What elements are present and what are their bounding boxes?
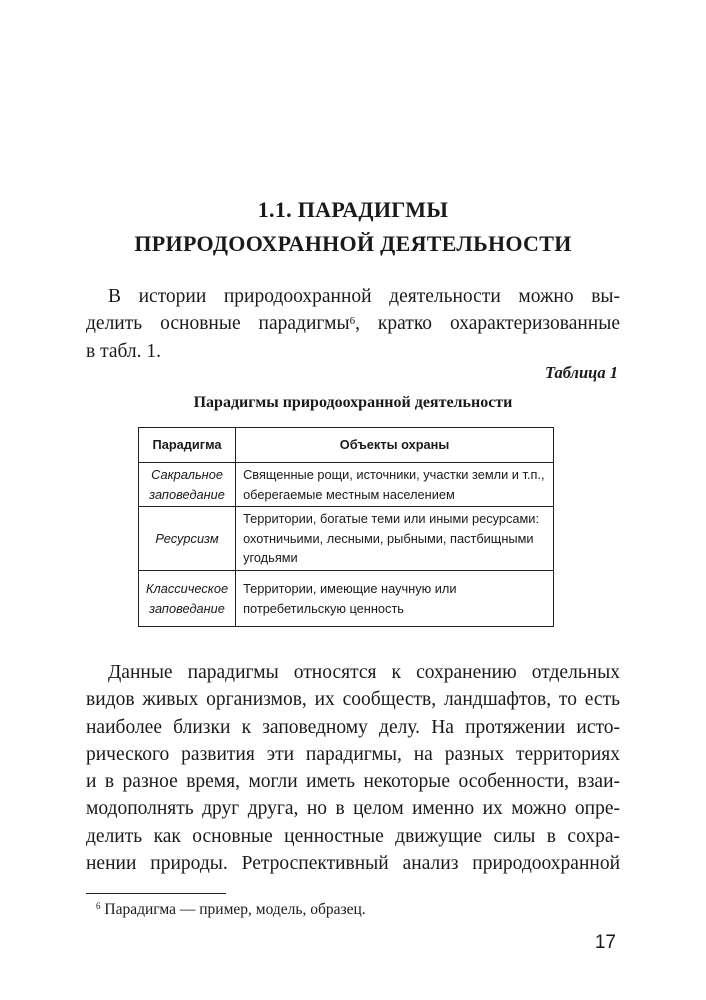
table-title: Парадигмы природоохранной деятельности [193,394,513,411]
column-header-objects: Объекты охраны [236,428,554,463]
column-header-paradigm: Парадигма [139,428,236,463]
body-paragraph [86,659,620,877]
body-line: делить как основные ценностные движущие силы в сохра- [86,825,620,847]
intro-paragraph [86,283,620,365]
page-number: 17 [594,932,616,953]
body-line: и в разное время, могли иметь некоторые особенности, взаи- [86,771,620,793]
footnote-text: Парадигма — пример, модель, образец. [100,901,366,918]
section-title-line-2: ПРИРОДООХРАННОЙ ДЕЯТЕЛЬНОСТИ [134,231,572,256]
table-label: Таблица 1 [544,363,618,382]
paradigms-table [138,427,554,627]
body-line: рического развития эти парадигмы, на разных территориях [86,743,620,765]
body-line: Данные парадигмы относятся к сохранению отдельных [108,662,620,683]
intro-line: В истории природоохранной деятельности можно вы- [108,286,620,307]
footnote-number: 6 [96,901,101,911]
footnote-reference[interactable]: 6 [349,315,356,328]
footnote [96,901,366,919]
section-title-line-1: 1.1. ПАРАДИГМЫ [257,197,449,222]
body-line: модополнять друг друга, но в целом именно их можно опре- [86,798,620,820]
table-row [139,507,554,571]
paradigm-name: Классическое заповедание [139,571,236,627]
intro-line: в табл. 1. [86,340,162,362]
section-heading [0,193,706,261]
body-line: наиболее близки к заповедному делу. На протяжении исто- [86,716,620,738]
protected-objects: Священные рощи, источники, участки земли и т.п., оберегаемые местным населением [236,463,554,507]
intro-line [86,310,620,337]
paradigm-name: Ресурсизм [139,507,236,571]
table-row [139,571,554,627]
table-row [139,463,554,507]
protected-objects: Территории, богатые теми или иными ресурсами: охотничьими, лесными, рыбными, пастбищными угодьями [236,507,554,571]
footnote-divider [86,893,226,894]
body-line: нении природы. Ретроспективный анализ природоохранной [86,853,620,875]
paradigm-name: Сакральное заповедание [139,463,236,507]
protected-objects: Территории, имеющие научную или потребетильскую ценность [236,571,554,627]
intro-line-part: делить основные парадигмы [86,313,350,335]
intro-line-part: , кратко охарактеризованные [355,313,620,335]
body-line: видов живых организмов, их сообществ, ландшафтов, то есть [86,689,620,711]
table-header-row [139,428,554,463]
